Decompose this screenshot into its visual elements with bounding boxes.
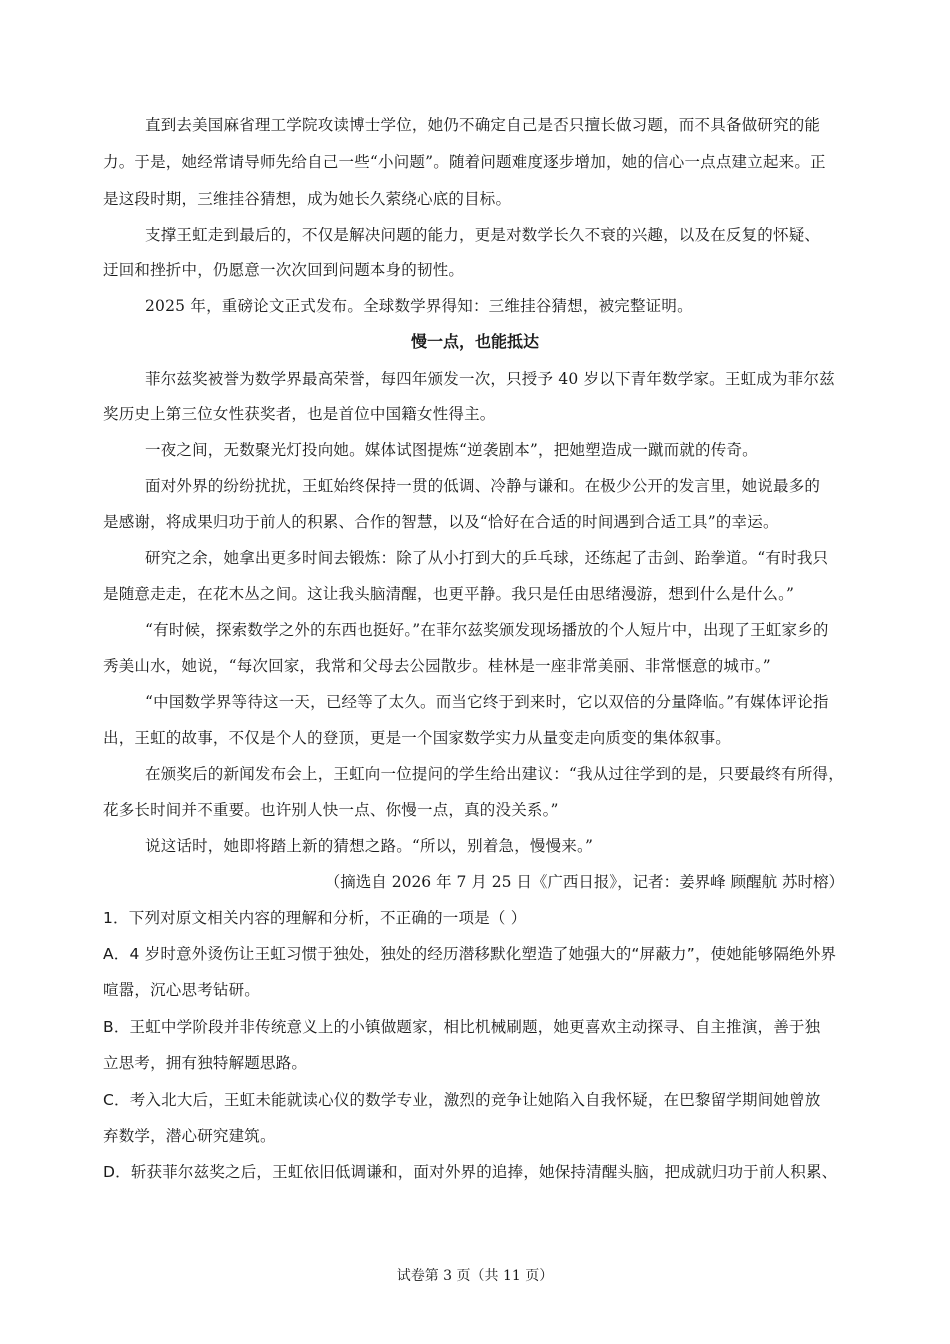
option-d-line: D．斩获菲尔兹奖之后，王虹依旧低调谦和，面对外界的追捧，她保持清醒头脑，把成就归功于前人积累、: [103, 1163, 838, 1181]
paragraph-line: 奖历史上第三位女性获奖者，也是首位中国籍女性得主。: [103, 405, 496, 423]
paragraph-line: 支撑王虹走到最后的，不仅是解决问题的能力，更是对数学长久不衰的兴趣，以及在反复的怀疑、: [145, 226, 821, 244]
paragraph-line: 秀美山水，她说，“每次回家，我常和父母去公园散步。桂林是一座非常美丽、非常惬意的城市。”: [103, 657, 771, 675]
option-c-line: 弃数学，潜心研究建筑。: [103, 1127, 276, 1145]
paragraph-line: 2025 年，重磅论文正式发布。全球数学界得知：三维挂谷猜想，被完整证明。: [145, 297, 693, 315]
page-footer: 试卷第 3 页（共 11 页）: [396, 1268, 554, 1284]
paragraph-line: 出，王虹的故事，不仅是个人的登顶，更是一个国家数学实力从量变走向质变的集体叙事。: [103, 729, 732, 747]
question-stem: 1．下列对原文相关内容的理解和分析，不正确的一项是（ ）: [103, 909, 527, 927]
paragraph-line: “有时候，探索数学之外的东西也挺好。”在菲尔兹奖颁发现场播放的个人短片中，出现了王虹家乡的: [145, 621, 829, 639]
paragraph-line: 直到去美国麻省理工学院攻读博士学位，她仍不确定自己是否只擅长做习题，而不具备做研究的能: [145, 116, 821, 134]
paragraph-line: 是这段时期，三维挂谷猜想，成为她长久萦绕心底的目标。: [103, 190, 512, 208]
paragraph-line: 菲尔兹奖被誉为数学界最高荣誉，每四年颁发一次，只授予 40 岁以下青年数学家。王虹成为菲尔兹: [145, 370, 835, 388]
paragraph-line: 力。于是，她经常请导师先给自己一些“小问题”。随着问题难度逐步增加，她的信心一点点建立起来。正: [103, 153, 826, 171]
paragraph-line: 一夜之间，无数聚光灯投向她。媒体试图提炼“逆袭剧本”，把她塑造成一蹴而就的传奇。: [145, 441, 758, 459]
source-note: （摘选自 2026 年 7 月 25 日《广西日报》，记者：姜界峰 顾醒航 苏时榕）: [324, 873, 844, 891]
paragraph-line: 迂回和挫折中，仍愿意一次次回到问题本身的韧性。: [103, 261, 465, 279]
paragraph-line: 花多长时间并不重要。也许别人快一点、你慢一点，真的没关系。”: [103, 801, 559, 819]
paragraph-line: 在颁奖后的新闻发布会上，王虹向一位提问的学生给出建议：“我从过往学到的是，只要最终有所得，: [145, 765, 844, 783]
option-b-line: 立思考，拥有独特解题思路。: [103, 1054, 308, 1072]
paragraph-line: 是感谢，将成果归功于前人的积累、合作的智慧，以及“恰好在合适的时间遇到合适工具”的幸运。: [103, 513, 779, 531]
paragraph-line: 是随意走走，在花木丛之间。这让我头脑清醒，也更平静。我只是任由思绪漫游，想到什么是什么。”: [103, 585, 795, 603]
option-c-line: C．考入北大后，王虹未能就读心仪的数学专业，激烈的竞争让她陷入自我怀疑，在巴黎留学期间她曾放: [103, 1091, 821, 1109]
option-b-line: B．王虹中学阶段并非传统意义上的小镇做题家，相比机械刷题，她更喜欢主动探寻、自主推演，善于独: [103, 1018, 821, 1036]
section-heading: 慢一点，也能抵达: [410, 332, 539, 351]
paragraph-line: “中国数学界等待这一天，已经等了太久。而当它终于到来时，它以双倍的分量降临。”有媒体评论指: [145, 693, 829, 711]
paragraph-line: 面对外界的纷纷扰扰，王虹始终保持一贯的低调、冷静与谦和。在极少公开的发言里，她说最多的: [145, 477, 821, 495]
paragraph-line: 说这话时，她即将踏上新的猜想之路。“所以，别着急，慢慢来。”: [145, 837, 594, 855]
option-a-line: A．4 岁时意外烫伤让王虹习惯于独处，独处的经历潜移默化塑造了她强大的“屏蔽力”，使她能够隔绝外界: [103, 945, 837, 963]
option-a-line: 喧嚣，沉心思考钻研。: [103, 981, 261, 999]
paragraph-line: 研究之余，她拿出更多时间去锻炼：除了从小打到大的乒乓球，还练起了击剑、跆拳道。“有时我只: [145, 549, 829, 567]
